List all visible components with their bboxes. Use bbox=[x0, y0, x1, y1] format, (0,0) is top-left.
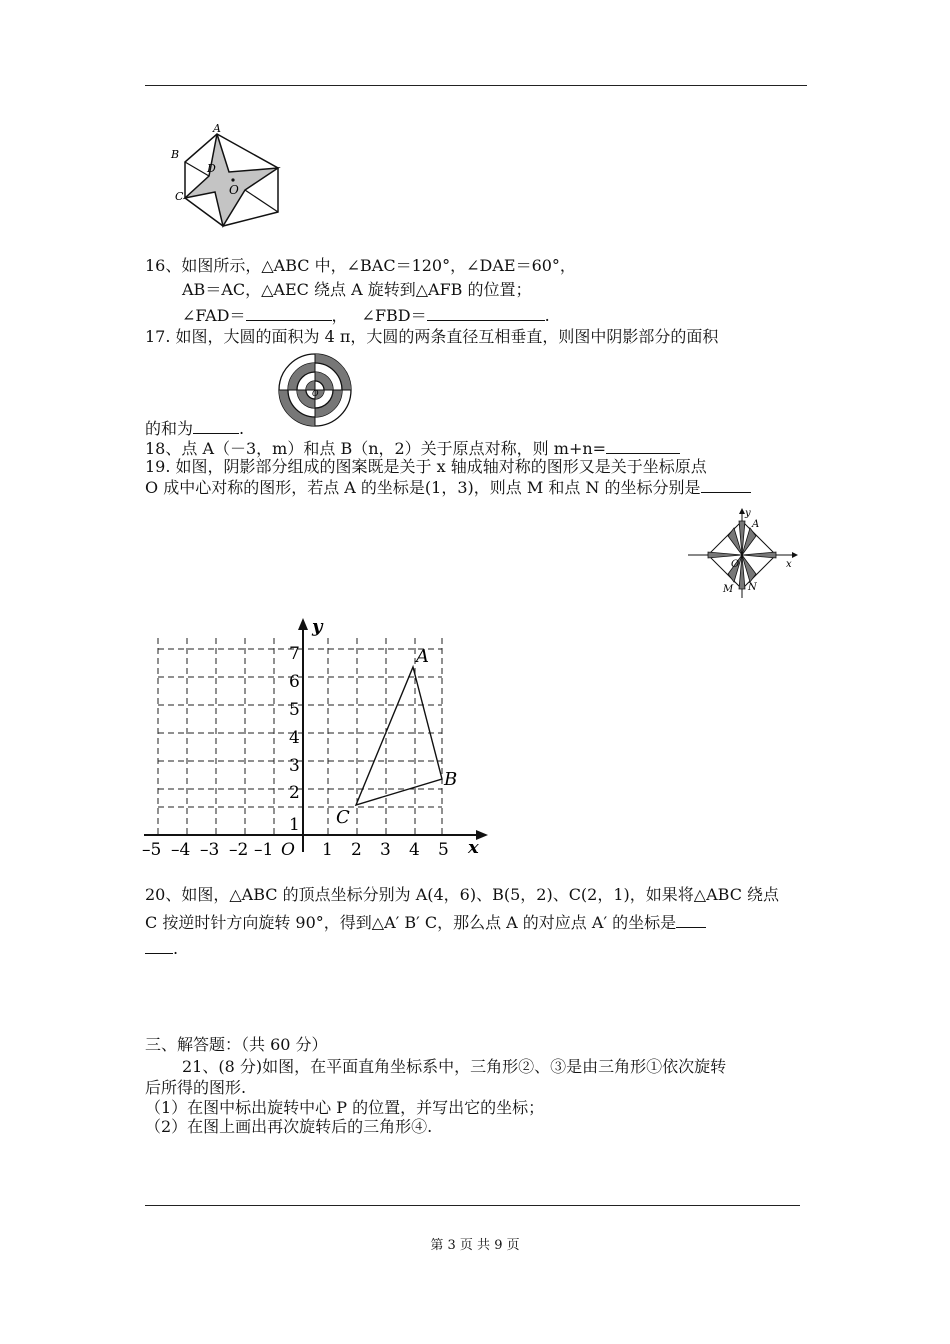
q17-blank[interactable] bbox=[193, 417, 239, 434]
fbd-blank[interactable] bbox=[427, 304, 545, 321]
x-tick-m5: –5 bbox=[142, 840, 162, 860]
section3-title: 三、解答题：（共 60 分） bbox=[145, 1035, 328, 1054]
footer-rule bbox=[145, 1205, 800, 1206]
origin-O: O bbox=[731, 559, 740, 570]
grid-y-label: y bbox=[312, 616, 323, 637]
q21-line2: 后所得的图形. bbox=[145, 1078, 247, 1097]
q19-blank[interactable] bbox=[701, 476, 751, 493]
q17-line1: 17. 如图，大圆的面积为 4 π，大圆的两条直径互相垂直，则图中阴影部分的面积 bbox=[145, 327, 719, 346]
label-C: C bbox=[175, 190, 184, 203]
grid-x-label: x bbox=[468, 837, 479, 858]
q16-line2: AB＝AC，△AEC 绕点 A 旋转到△AFB 的位置； bbox=[182, 280, 532, 299]
q19-text: O 成中心对称的图形，若点 A 的坐标是(1，3)，则点 M 和点 N 的坐标分别是 bbox=[145, 478, 701, 497]
q18-text: 18、点 A（－3，m）和点 B（n，2）关于原点对称，则 m+n= bbox=[145, 439, 607, 458]
vertex-A: A bbox=[416, 646, 429, 667]
label-D: D bbox=[207, 162, 216, 175]
page-number: 第 3 页 共 9 页 bbox=[430, 1238, 520, 1253]
symmetric-pattern-figure bbox=[686, 506, 800, 598]
y-tick-6: 6 bbox=[289, 672, 300, 692]
label-O: O bbox=[229, 183, 239, 197]
q20-blank-b[interactable] bbox=[145, 937, 173, 954]
q20-line1: 20、如图，△ABC 的顶点坐标分别为 A(4，6)、B(5，2)、C(2，1)，如果将△ABC 绕点 bbox=[145, 885, 780, 904]
y-tick-7: 7 bbox=[289, 644, 300, 664]
q20-line3 bbox=[145, 937, 178, 959]
concentric-circles-figure bbox=[276, 352, 354, 428]
vertex-B: B bbox=[444, 769, 458, 790]
fbd-label: ∠FBD＝ bbox=[361, 306, 427, 325]
q19-line1: 19. 如图，阴影部分组成的图案既是关于 x 轴成轴对称的图形又是关于坐标原点 bbox=[145, 457, 707, 476]
y-tick-2: 2 bbox=[289, 783, 300, 803]
x-tick-m1: –1 bbox=[254, 840, 274, 860]
q20-blank-a[interactable] bbox=[676, 911, 706, 928]
separator: ， bbox=[331, 306, 348, 325]
y-tick-4: 4 bbox=[289, 728, 300, 748]
grid-origin: O bbox=[281, 840, 295, 860]
x-tick-m4: –4 bbox=[171, 840, 191, 860]
q20-line2 bbox=[145, 911, 706, 933]
axis-x: x bbox=[786, 559, 792, 570]
x-tick-4: 4 bbox=[409, 840, 420, 860]
x-tick-2: 2 bbox=[351, 840, 362, 860]
q21-line3: （1）在图中标出旋转中心 P 的位置，并写出它的坐标； bbox=[145, 1098, 545, 1117]
q20-text: C 按逆时针方向旋转 90°，得到△A′ B′ C，那么点 A 的对应点 A′ 的坐标是 bbox=[145, 913, 677, 932]
q17-prefix: 的和为 bbox=[145, 419, 194, 438]
x-tick-m3: –3 bbox=[200, 840, 220, 860]
y-tick-5: 5 bbox=[289, 700, 300, 720]
fad-label: ∠FAD＝ bbox=[182, 306, 246, 325]
x-tick-3: 3 bbox=[380, 840, 391, 860]
y-tick-1: 1 bbox=[289, 815, 300, 835]
x-tick-1: 1 bbox=[322, 840, 333, 860]
q17-end: . bbox=[239, 419, 245, 438]
point-N: N bbox=[748, 582, 757, 593]
q16-line1: 16、如图所示，△ABC 中，∠BAC＝120°，∠DAE＝60°， bbox=[145, 256, 576, 275]
q21-line1: 21、(8 分)如图，在平面直角坐标系中，三角形②、③是由三角形①依次旋转 bbox=[182, 1057, 727, 1076]
label-A: A bbox=[213, 122, 221, 135]
q18-line bbox=[145, 437, 680, 459]
label-B: B bbox=[171, 148, 180, 161]
coordinate-grid-figure bbox=[140, 612, 500, 862]
q19-line2 bbox=[145, 476, 751, 498]
x-tick-m2: –2 bbox=[229, 840, 249, 860]
header-rule bbox=[145, 85, 807, 86]
fad-blank[interactable] bbox=[246, 304, 332, 321]
point-A: A bbox=[752, 519, 760, 530]
q18-blank[interactable] bbox=[606, 437, 680, 454]
point-M: M bbox=[723, 584, 734, 595]
hexagon-star-figure bbox=[165, 120, 295, 235]
axis-y: y bbox=[745, 508, 751, 519]
q20-end: . bbox=[173, 939, 179, 958]
x-tick-5: 5 bbox=[438, 840, 449, 860]
q16-end: . bbox=[544, 306, 550, 325]
q21-line4: （2）在图上画出再次旋转后的三角形④. bbox=[145, 1117, 433, 1136]
q16-line3 bbox=[182, 304, 550, 326]
y-tick-3: 3 bbox=[289, 756, 300, 776]
q17-line2 bbox=[145, 417, 244, 439]
center-O: O bbox=[312, 389, 319, 398]
vertex-C: C bbox=[336, 807, 350, 828]
